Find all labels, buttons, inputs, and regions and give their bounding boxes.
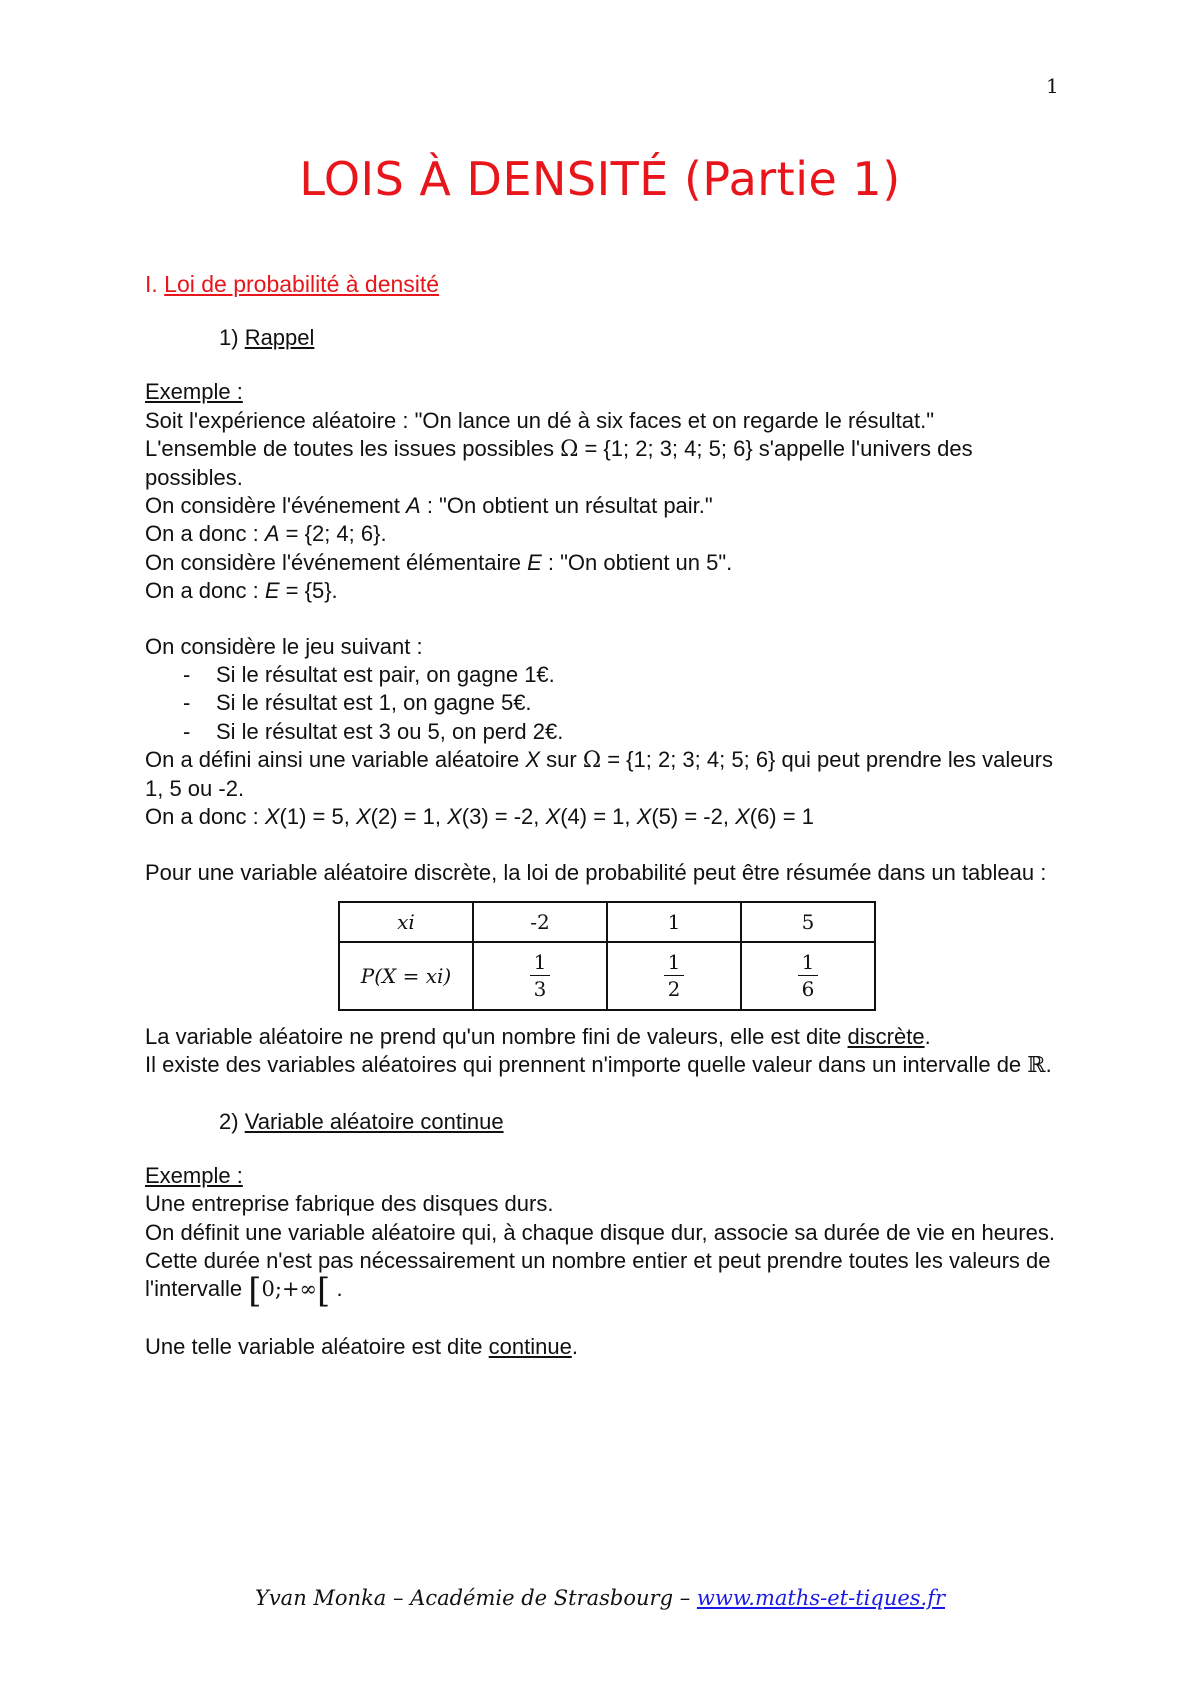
list-item: - Si le résultat est pair, on gagne 1€. [183,661,1075,689]
paragraph-universe: L'ensemble de toutes les issues possibles Ω = {1; 2; 3; 4; 5; 6} s'appelle l'univers des possibles. [145,435,973,491]
paragraph-continuous: Une telle variable aléatoire est dite continue. [145,1334,578,1360]
footer-author: Yvan Monka – Académie de Strasbourg – [254,1586,697,1610]
document-body [145,270,1075,1361]
section-number: I. [145,271,158,297]
table-cell-x: -2 [473,902,607,942]
subsection-heading-1 [145,324,1075,352]
footer [0,1586,1200,1610]
paragraph-experience: Soit l'expérience aléatoire : "On lance un dé à six faces et on regarde le résultat." [145,407,935,433]
paragraph-lifetime: On définit une variable aléatoire qui, à chaque disque dur, associe sa durée de vie en heures. Cette durée n'est pas nécessairement un nombre entier et peut prendre toutes les valeurs de l'intervalle [0;+∞[ . [145,1219,1055,1312]
table-cell-probability: $\frac{1}{3}$ [473,942,607,1010]
omega-symbol: Ω [560,436,579,462]
footer-link[interactable]: www.maths-et-tiques.fr [696,1586,946,1610]
game-rules-list [145,661,1075,746]
list-item: - Si le résultat est 1, on gagne 5€. [183,689,1075,717]
table-header-probability: P(X = xi) [339,942,473,1010]
example-label: Exemple : [145,379,243,405]
term-continuous: continue [488,1334,572,1360]
reals-symbol: ℝ [1027,1052,1046,1078]
subsection-title: Variable aléatoire continue [244,1109,504,1135]
paragraph-random-variable: On a défini ainsi une variable aléatoire X sur Ω = {1; 2; 3; 4; 5; 6} qui peut prendre les valeurs 1, 5 ou -2. [145,746,1054,802]
table-cell-probability: $\frac{1}{2}$ [607,942,741,1010]
paragraph-hard-drives: Une entreprise fabrique des disques durs. [145,1191,554,1217]
subsection-number: 1) [219,325,239,351]
paragraph-event-e: On considère l'événement élémentaire E : "On obtient un 5". [145,549,733,575]
example-label: Exemple : [145,1163,243,1189]
list-item: - Si le résultat est 3 ou 5, on perd 2€. [183,718,1075,746]
paragraph-values: On a donc : X(1) = 5, X(2) = 1, X(3) = -2, X(4) = 1, X(5) = -2, X(6) = 1 [145,804,814,830]
section-title: Loi de probabilité à densité [164,271,440,297]
subsection-title: Rappel [244,325,315,351]
interval-expression: [0;+∞[ [248,1271,331,1312]
section-heading-1 [145,270,1075,298]
subsection-heading-2 [145,1108,1075,1136]
subsection-number: 2) [219,1109,239,1135]
paragraph-event-e-set: On a donc : E = {5}. [145,577,338,603]
paragraph-event-a: On considère l'événement A : "On obtient un résultat pair." [145,493,713,519]
paragraph-discrete: La variable aléatoire ne prend qu'un nombre fini de valeurs, elle est dite discrète. [145,1023,931,1049]
paragraph-continuous-intro: Il existe des variables aléatoires qui prennent n'importe quelle valeur dans un intervalle de ℝ. [145,1051,1052,1078]
paragraph-event-a-set: On a donc : A = {2; 4; 6}. [145,521,387,547]
term-discrete: discrète [847,1023,925,1049]
paragraph-table-intro: Pour une variable aléatoire discrète, la loi de probabilité peut être résumée dans un tableau : [145,860,1047,886]
page-number: 1 [1046,74,1059,98]
page-title: LOIS À DENSITÉ (Partie 1) [299,152,901,206]
table-header-xi: xi [339,902,473,942]
table-cell-x: 5 [741,902,875,942]
table-cell-x: 1 [607,902,741,942]
game-intro: On considère le jeu suivant : [145,634,423,660]
table-cell-probability: $\frac{1}{6}$ [741,942,875,1010]
probability-table [338,901,876,1011]
